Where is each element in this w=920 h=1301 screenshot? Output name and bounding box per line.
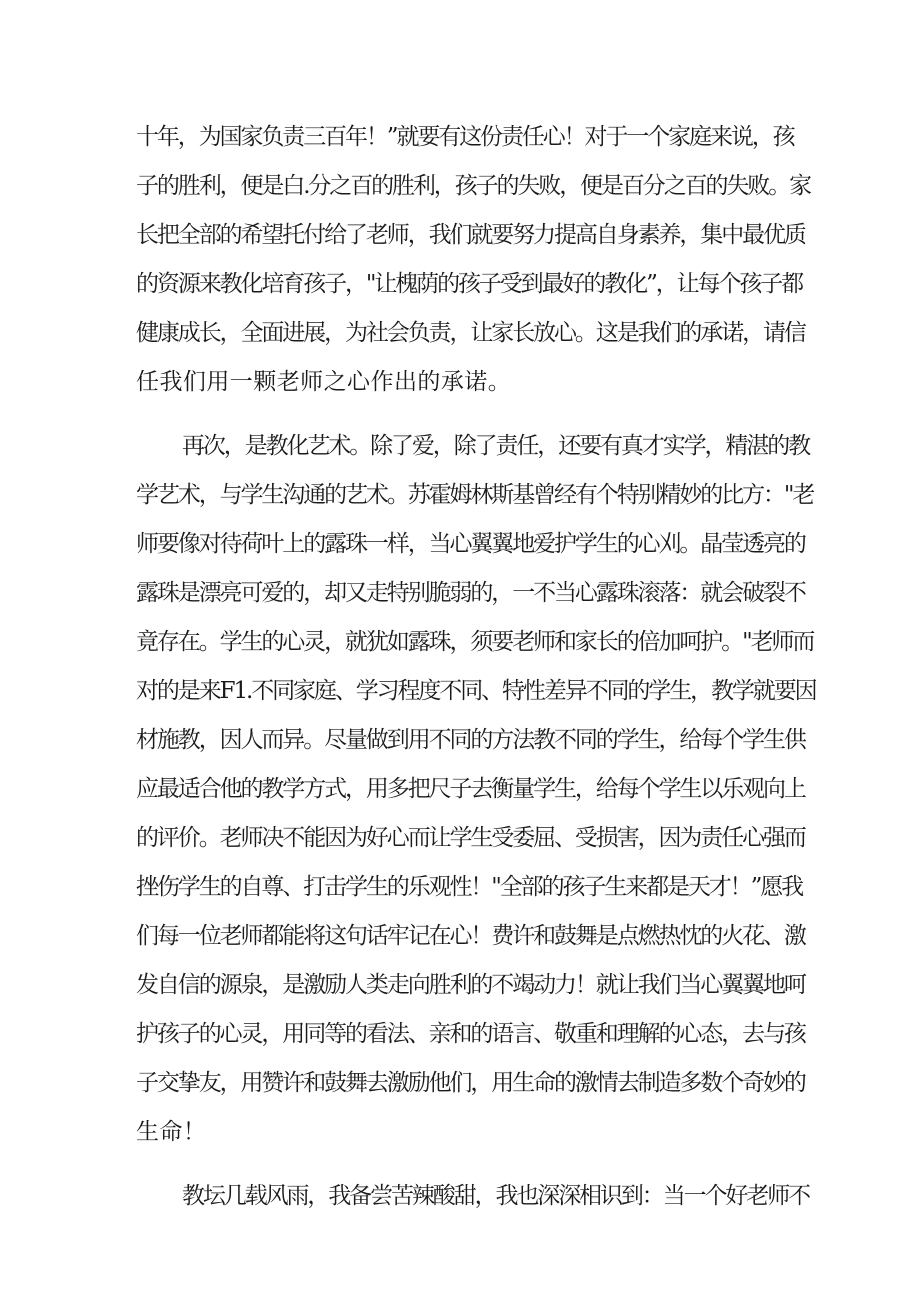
text-line: 应最适合他的教学方式，用多把尺子去衡量学生，给每个学生以乐观向上 <box>136 776 805 802</box>
text-line: 子的胜利，便是白.分之百的胜利，孩子的失败，便是百分之百的失败。家 <box>136 173 811 199</box>
text-line: 护孩子的心灵，用同等的看法、亲和的语言、敬重和理解的心态，去与孩 <box>136 1021 805 1047</box>
text-line: 任我们用一颗老师之心作出的承诺。 <box>136 369 512 395</box>
paragraph-2 <box>136 422 816 1157</box>
text-line: 的评价。老师决不能因为好心而让学生受委屈、受损害，因为责任心强而 <box>136 825 805 851</box>
text-line: 发自信的源泉，是激励人类走向胜利的不竭动力！就让我们当心翼翼地呵 <box>136 972 805 998</box>
text-line: 教坛几载风雨，我备尝苦辣酸甜，我也深深相识到：当一个好老师不 <box>182 1183 810 1209</box>
text-line: 健康成长，全面进展，为社会负责，让家长放心。这是我们的承诺，请信 <box>136 320 805 346</box>
text-line: 再次，是教化艺术。除了爱，除了责任，还要有真才实学，精湛的教 <box>182 433 810 459</box>
text-line: 对的是来F1.不同家庭、学习程度不同、特性差异不同的学生，教学就要因 <box>136 678 816 704</box>
paragraph-3 <box>136 1172 810 1221</box>
text-line: 的资源来教化培育孩子，"让槐荫的孩子受到最好的教化”，让每个孩子都 <box>136 271 803 297</box>
text-line: 长把全部的希望托付给了老师，我们就要努力提高自身素养，集中最优质 <box>136 222 805 248</box>
text-line: 竟存在。学生的心灵，就犹如露珠，须要老师和家长的倍加呵护。"老师而 <box>136 629 814 655</box>
text-line: 挫伤学生的自尊、打击学生的乐观性！"全部的孩子生来都是天才！”愿我 <box>136 874 803 900</box>
document-page <box>136 113 816 1221</box>
text-line: 材施教，因人而异。尽量做到用不同的方法教不同的学生，给每个学生供 <box>136 727 805 753</box>
text-line: 们每一位老师都能将这句话牢记在心！费许和鼓舞是点燃热忱的火花、激 <box>136 923 805 949</box>
text-line: 子交挚友，用赞许和鼓舞去激励他们，用生命的激情去制造多数个奇妙的 <box>136 1070 805 1096</box>
text-line: 十年，为国家负责三百年！”就要有这份责任心！对于一个家庭来说，孩 <box>136 124 794 150</box>
text-line: 师要像对待荷叶上的露珠一样，当心翼翼地爱护学生的心刈。晶莹透亮的 <box>136 531 805 557</box>
text-line: 学艺术，与学生沟通的艺术。苏霍姆林斯基曾经有个特别精妙的比方："老 <box>136 482 814 508</box>
text-line: 生命！ <box>136 1119 207 1145</box>
text-line: 露珠是漂亮可爱的，却又走特别脆弱的，一不当心露珠滚落：就会破裂不 <box>136 580 805 606</box>
paragraph-1 <box>136 113 811 407</box>
